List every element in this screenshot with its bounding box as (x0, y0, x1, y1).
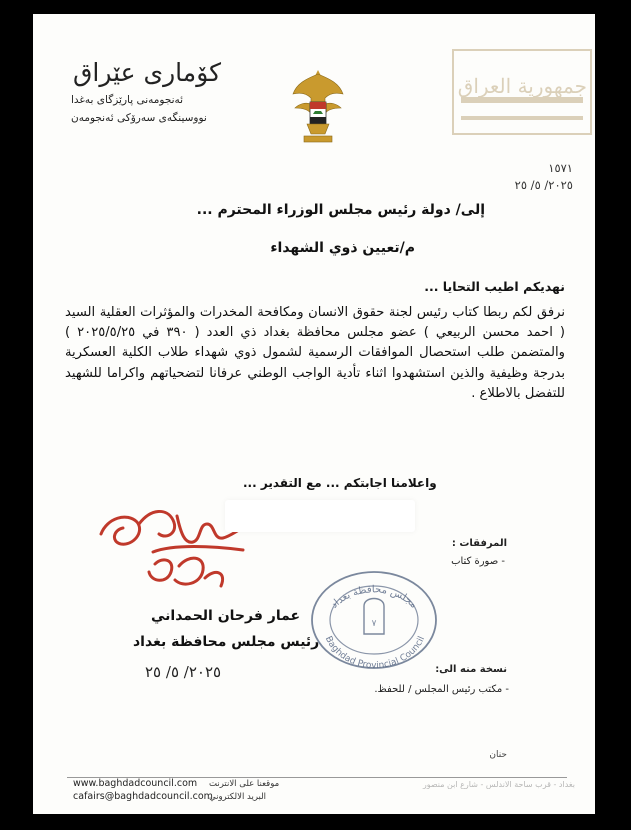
addressee: إلى/ دولة رئيس مجلس الوزراء المحترم ... (196, 202, 485, 218)
letter-page (33, 14, 595, 814)
signature-date: ٢٠٢٥/ ٥/ ٢٥ (145, 663, 222, 681)
reference-block (515, 160, 573, 194)
cc-item: - مكتب رئيس المجلس / للحفظ. (374, 684, 509, 695)
reference-number: ١٥٧١ (548, 161, 573, 175)
letter-body: نرفق لكم ربطا كتاب رئيس لجنة حقوق الانسان ومكافحة المخدرات والمؤثرات العقلية السيد ( احمد محسن الربيعي ) عضو مجلس محافظة بغداد ذي العدد ( ٣٩٠ في ٢٠٢٥/٥/٢٥ ) والمتضمن طلب استحصال الموافقات الرسمية لشمول ذوي شهداء طلاب الكلية العسكرية بدرجة وظيفية والذين استشهدوا اثناء تأدية الواجب الوطني عرفانا لتضحياتهم واكراما للشهيد للتفضل بالاطلاع . (65, 305, 565, 401)
signer-name: عمار فرحان الحمداني (151, 608, 301, 624)
footer-website: www.baghdadcouncil.com (73, 778, 198, 789)
council-seal-icon (309, 566, 439, 670)
footer-website-label: موقعنا على الانترنت (209, 779, 280, 789)
attachments-label: المرفقات : (451, 538, 507, 549)
header-line-2: نووسینگەی سەرۆکی ئەنجومەن (71, 112, 207, 124)
official-stamp-watermark (433, 40, 595, 148)
footer-address: بغداد - قرب ساحة الاندلس - شارع ابن منصور (422, 780, 575, 789)
footer-email-label: البريد الالكتروني (209, 792, 267, 802)
redacted-box (225, 500, 415, 532)
signer-title: رئيس مجلس محافظة بغداد (133, 634, 320, 650)
subject-line: م/تعيين ذوي الشهداء (270, 240, 415, 256)
seal-english-text: Baghdad Provincial Council (322, 634, 428, 670)
typist-note: حنان (489, 750, 507, 760)
footer-email: cafairs@baghdadcouncil.com (73, 791, 213, 802)
attachments-item: - صورة كتاب (451, 556, 505, 567)
logo-script: كۆمارى عێراق (73, 58, 222, 87)
closing-line: واعلامنا اجابتكم ... مع التقدير ... (243, 476, 437, 490)
svg-text:٧: ٧ (371, 619, 377, 629)
svg-text:مجلس محافظة بغداد (329, 584, 419, 610)
greeting: نهديكم اطيب التحايا ... (424, 279, 565, 294)
stamp-text: جمهورية العراق (457, 74, 587, 98)
cc-label: نسخة منه الى: (435, 664, 507, 675)
header-line-1: ئەنجومەنی پارێزگای بەغدا (71, 94, 184, 106)
iraq-eagle-emblem-icon (291, 64, 345, 148)
reference-date: ٢٠٢٥/ ٥/ ٢٥ (514, 178, 573, 192)
seal-arabic-text: مجلس محافظة بغداد (328, 584, 420, 611)
